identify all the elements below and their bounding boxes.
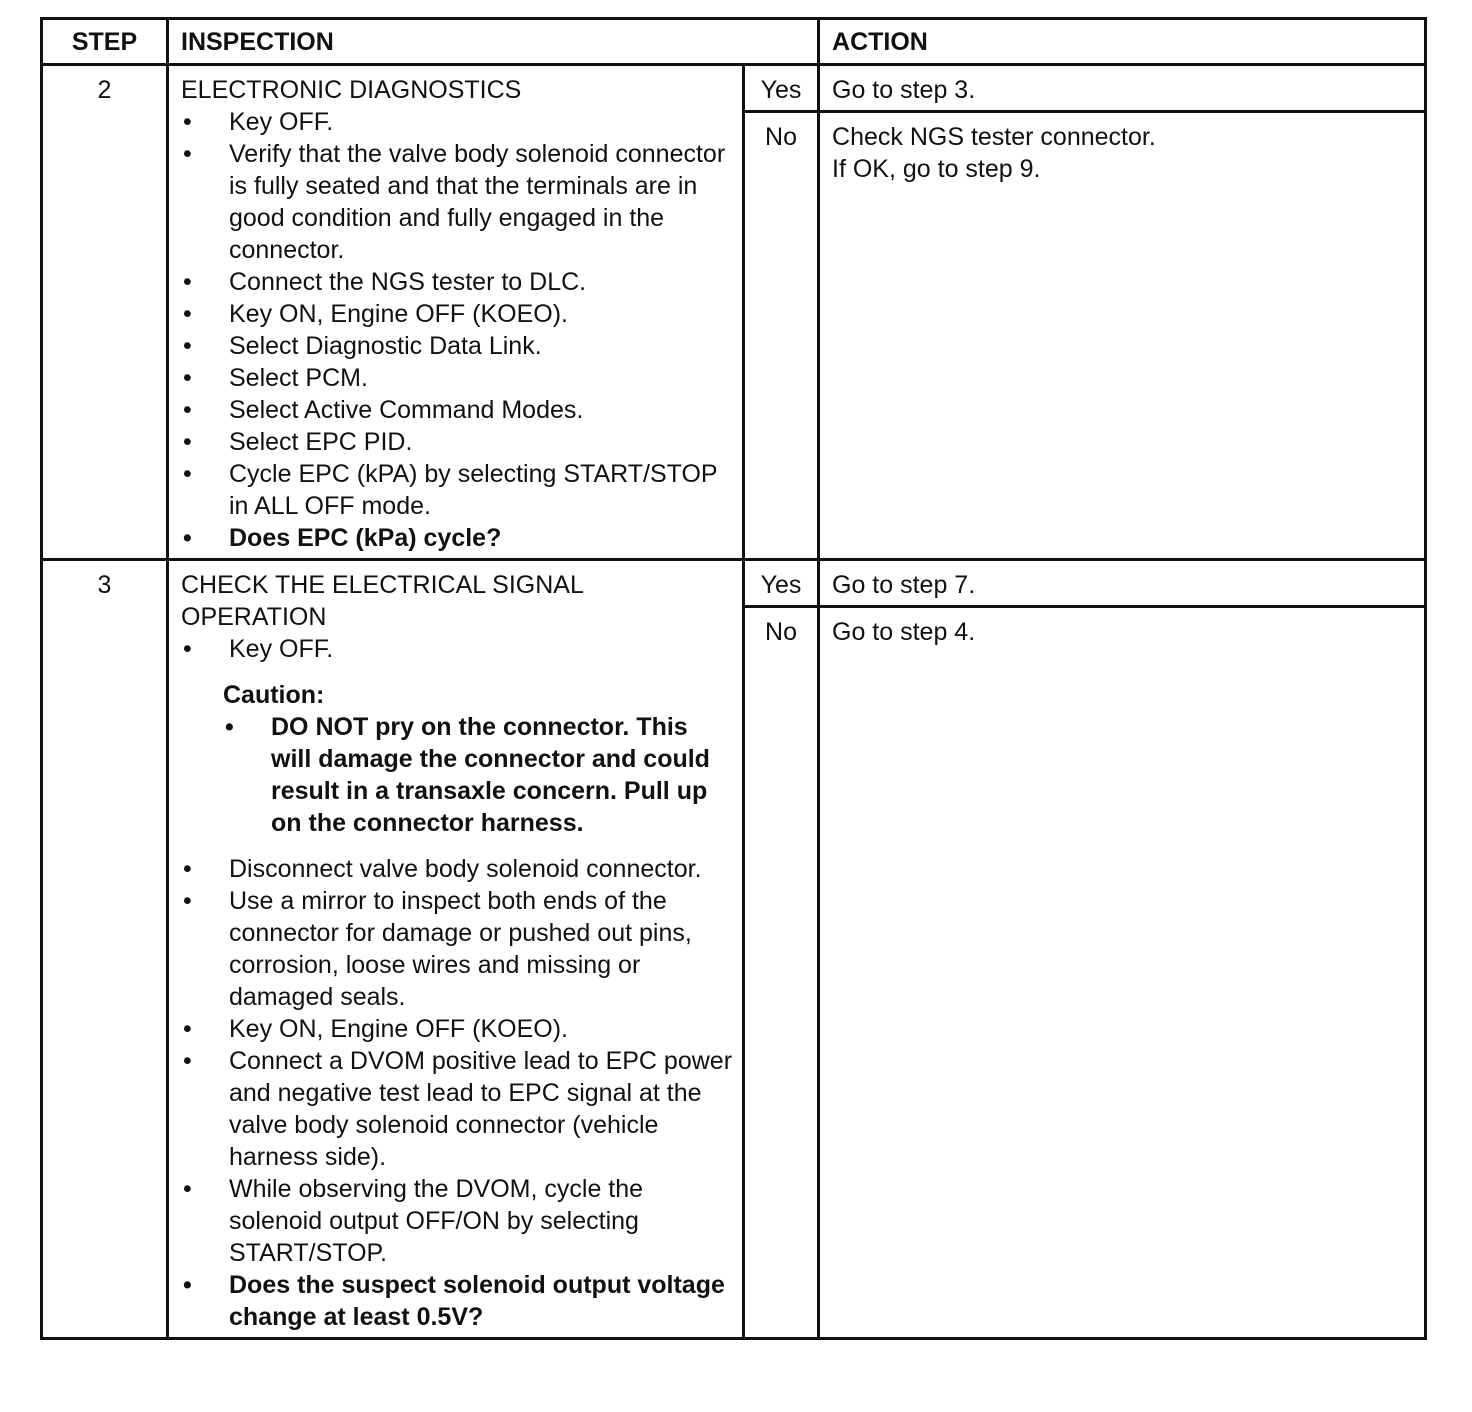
inspection-header: INSPECTION	[168, 19, 819, 65]
action-header: ACTION	[819, 19, 1426, 65]
list-item: • While observing the DVOM, cycle the solenoid output OFF/ON by selecting START/STOP.	[181, 1173, 734, 1269]
yes-action: Go to step 3.	[819, 65, 1426, 112]
list-item: • Select Diagnostic Data Link.	[181, 330, 734, 362]
list-item: • Cycle EPC (kPA) by selecting START/STOP in ALL OFF mode.	[181, 458, 734, 522]
diagnostic-table	[40, 17, 1427, 1340]
step-number: 2	[42, 65, 168, 560]
inspection-list	[181, 853, 734, 1333]
no-label: No	[744, 112, 819, 560]
list-item: • Use a mirror to inspect both ends of the connector for damage or pushed out pins, corrosion, loose wires and missing or damaged seals.	[181, 885, 734, 1013]
inspection-title: CHECK THE ELECTRICAL SIGNAL OPERATION	[181, 571, 583, 631]
yes-label: Yes	[744, 560, 819, 607]
inspection-list	[181, 106, 734, 554]
step-number: 3	[42, 560, 168, 1339]
caution-item: • DO NOT pry on the connector. This will damage the connector and could result in a transaxle concern. Pull up on the connector harness.	[223, 711, 734, 839]
inspection-list	[181, 633, 734, 665]
caution-block	[223, 679, 734, 839]
list-item: • Connect the NGS tester to DLC.	[181, 266, 734, 298]
no-action: Go to step 4.	[819, 607, 1426, 1339]
table-row	[42, 560, 1426, 607]
list-item: • Connect a DVOM positive lead to EPC power and negative test lead to EPC signal at the valve body solenoid connector (vehicle harness side).	[181, 1045, 734, 1173]
inspection-title: ELECTRONIC DIAGNOSTICS	[181, 76, 522, 104]
list-item: • Key OFF.	[181, 633, 734, 665]
no-action-line: If OK, go to step 9.	[832, 155, 1041, 183]
header-row	[42, 19, 1426, 65]
inspection-cell	[168, 560, 744, 1339]
table-row	[42, 65, 1426, 112]
caution-list	[223, 711, 734, 839]
list-item: • Key OFF.	[181, 106, 734, 138]
no-action-line: Check NGS tester connector.	[832, 123, 1156, 151]
list-item: • Key ON, Engine OFF (KOEO).	[181, 298, 734, 330]
list-item: • Disconnect valve body solenoid connector.	[181, 853, 734, 885]
list-item: • Key ON, Engine OFF (KOEO).	[181, 1013, 734, 1045]
caution-label: Caution:	[223, 681, 325, 709]
yes-action: Go to step 7.	[819, 560, 1426, 607]
no-label: No	[744, 607, 819, 1339]
inspection-question: • Does the suspect solenoid output voltage change at least 0.5V?	[181, 1269, 734, 1333]
list-item: • Select Active Command Modes.	[181, 394, 734, 426]
inspection-cell	[168, 65, 744, 560]
inspection-question: • Does EPC (kPa) cycle?	[181, 522, 734, 554]
no-action	[819, 112, 1426, 560]
list-item: • Select EPC PID.	[181, 426, 734, 458]
list-item: • Verify that the valve body solenoid connector is fully seated and that the terminals are in good condition and fully engaged in the connector.	[181, 138, 734, 266]
yes-label: Yes	[744, 65, 819, 112]
step-header: STEP	[42, 19, 168, 65]
list-item: • Select PCM.	[181, 362, 734, 394]
